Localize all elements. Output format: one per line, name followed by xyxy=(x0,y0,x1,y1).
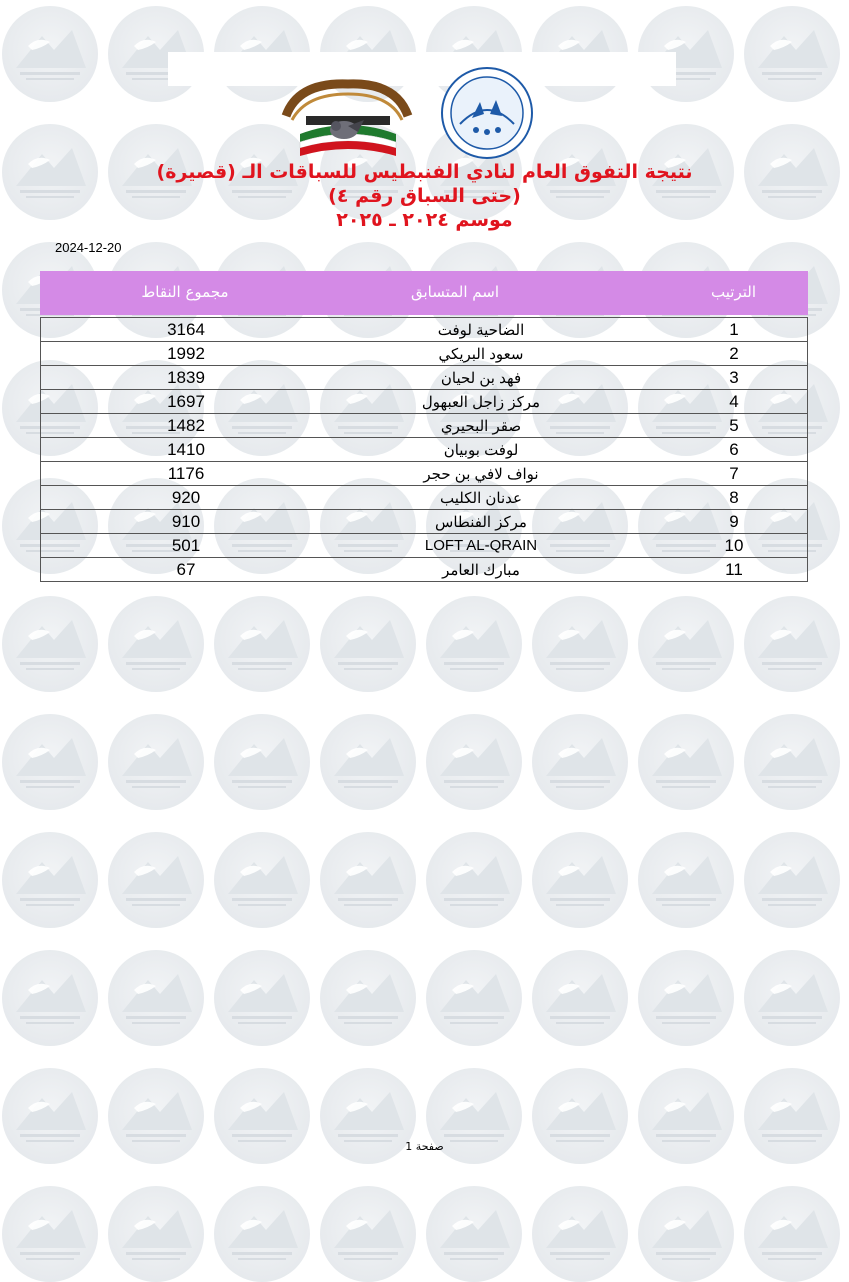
rank-cell: 6 xyxy=(729,440,739,459)
table-row xyxy=(40,390,808,414)
points-cell: 910 xyxy=(171,512,201,531)
column-header-points: مجموع النقاط xyxy=(141,283,229,301)
rank-cell: 9 xyxy=(729,512,739,531)
table-row xyxy=(40,317,808,342)
watermark-emblem xyxy=(426,950,522,1046)
watermark-emblem xyxy=(532,950,628,1046)
watermark-emblem xyxy=(214,596,310,692)
watermark-emblem xyxy=(320,596,416,692)
points-cell: 1992 xyxy=(167,344,205,363)
name-cell: عدنان الكليب xyxy=(440,490,522,507)
table-row xyxy=(40,342,808,366)
watermark-emblem xyxy=(214,1186,310,1282)
watermark-emblem xyxy=(2,950,98,1046)
points-cell: 1839 xyxy=(167,368,205,387)
table-row xyxy=(40,438,808,462)
rank-cell: 11 xyxy=(725,560,743,579)
points-cell: 67 xyxy=(176,560,196,579)
watermark-emblem xyxy=(638,714,734,810)
watermark-emblem xyxy=(108,832,204,928)
report-title xyxy=(0,160,849,232)
watermark-emblem xyxy=(638,832,734,928)
table-row xyxy=(40,462,808,486)
watermark-emblem xyxy=(426,714,522,810)
points-cell: 1697 xyxy=(167,392,205,411)
watermark-emblem xyxy=(638,596,734,692)
watermark-emblem xyxy=(426,596,522,692)
rank-cell: 4 xyxy=(729,392,739,411)
watermark-emblem xyxy=(2,714,98,810)
title-line-1: نتيجة التفوق العام لنادي الفنبطيس للسباقات الـ (قصيرة) xyxy=(156,161,693,183)
table-row xyxy=(40,534,808,558)
federation-logo xyxy=(440,66,534,160)
watermark-emblem xyxy=(532,714,628,810)
watermark-emblem xyxy=(2,596,98,692)
rank-cell: 3 xyxy=(729,368,739,387)
rank-cell: 10 xyxy=(724,536,744,555)
watermark-emblem xyxy=(2,832,98,928)
watermark-emblem xyxy=(532,596,628,692)
table-row xyxy=(40,414,808,438)
column-header-name: اسم المتسابق xyxy=(410,283,500,301)
watermark-emblem xyxy=(744,950,840,1046)
watermark-emblem xyxy=(2,6,98,102)
watermark-emblem xyxy=(744,596,840,692)
name-cell: مركز زاجل العبهول xyxy=(421,394,541,411)
results-table xyxy=(40,317,808,582)
name-cell: نواف لافي بن حجر xyxy=(423,466,539,483)
table-row xyxy=(40,486,808,510)
name-cell: الضاحية لوفت xyxy=(437,322,525,339)
watermark-emblem xyxy=(108,596,204,692)
name-cell: لوفت بوبيان xyxy=(443,442,519,459)
watermark-emblem xyxy=(744,832,840,928)
watermark-emblem xyxy=(214,714,310,810)
watermark-emblem xyxy=(108,1186,204,1282)
points-cell: 1176 xyxy=(167,464,205,483)
table-header xyxy=(40,271,808,315)
watermark-emblem xyxy=(108,714,204,810)
watermark-emblem xyxy=(320,714,416,810)
watermark-emblem xyxy=(744,1186,840,1282)
rank-cell: 2 xyxy=(729,344,739,363)
report-date: 2024-12-20 xyxy=(55,240,122,255)
title-line-2: (حتى السباق رقم ٤) xyxy=(328,185,521,207)
watermark-emblem xyxy=(426,832,522,928)
watermark-emblem xyxy=(744,6,840,102)
rank-cell: 8 xyxy=(729,488,739,507)
points-cell: 1410 xyxy=(167,440,205,459)
watermark-emblem xyxy=(108,950,204,1046)
club-logo xyxy=(278,76,416,160)
watermark-emblem xyxy=(320,950,416,1046)
watermark-emblem xyxy=(2,1186,98,1282)
watermark-emblem xyxy=(532,832,628,928)
watermark-emblem xyxy=(638,950,734,1046)
points-cell: 3164 xyxy=(167,320,205,339)
watermark-emblem xyxy=(744,714,840,810)
watermark-emblem xyxy=(320,1186,416,1282)
points-cell: 920 xyxy=(171,488,201,507)
rank-cell: 5 xyxy=(729,416,739,435)
table-row xyxy=(40,510,808,534)
table-row xyxy=(40,558,808,582)
name-cell: فهد بن لحيان xyxy=(440,370,522,387)
watermark-emblem xyxy=(214,832,310,928)
rank-cell: 1 xyxy=(729,320,739,339)
rank-cell: 7 xyxy=(729,464,739,483)
points-cell: 501 xyxy=(171,536,201,555)
watermark-emblem xyxy=(320,832,416,928)
name-cell: صقر البحيري xyxy=(440,418,522,435)
header-band xyxy=(168,52,676,86)
name-cell: مركز الفنطاس xyxy=(435,514,527,531)
column-header-rank: الترتيب xyxy=(711,283,756,301)
watermark-emblem xyxy=(638,1186,734,1282)
name-cell: LOFT AL-QRAIN xyxy=(424,537,538,554)
name-cell: سعود البريكي xyxy=(438,346,524,363)
watermark-emblem xyxy=(532,1186,628,1282)
name-cell: مبارك العامر xyxy=(442,562,520,579)
watermark-emblem xyxy=(214,950,310,1046)
page-number: صفحة 1 xyxy=(405,1140,444,1153)
watermark-emblem xyxy=(426,1186,522,1282)
points-cell: 1482 xyxy=(167,416,205,435)
title-line-3: موسم ٢٠٢٤ ـ ٢٠٢٥ xyxy=(336,209,513,231)
table-row xyxy=(40,366,808,390)
